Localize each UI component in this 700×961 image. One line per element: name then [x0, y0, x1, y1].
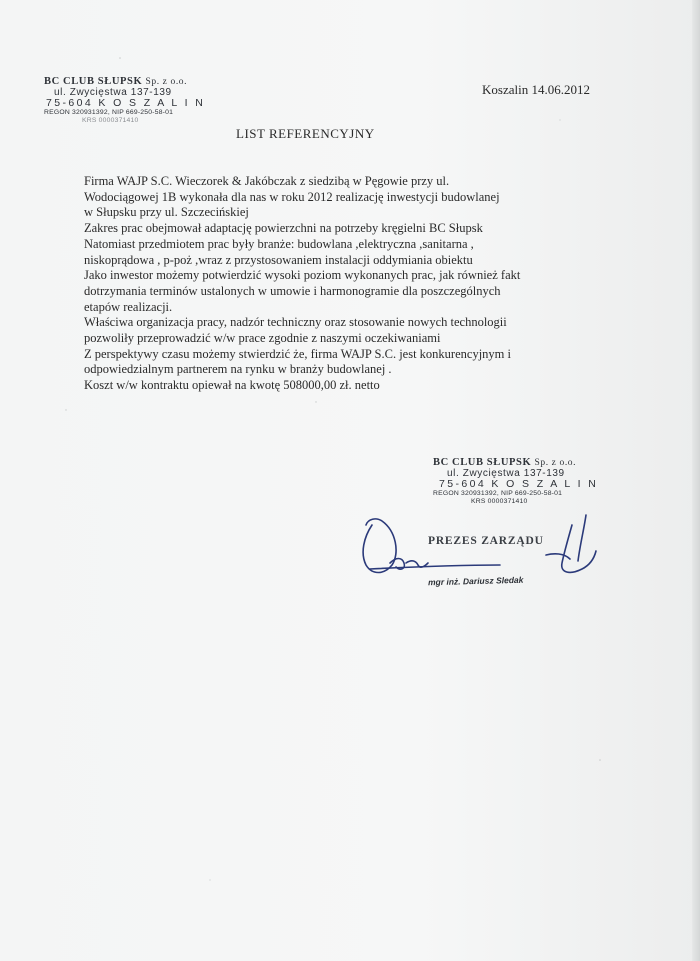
body-line: Właściwa organizacja pracy, nadzór techniczny oraz stosowanie nowych technologii: [84, 315, 507, 330]
body-line: Wodociągowej 1B wykonała dla nas w roku 2012 realizację inwestycji budowlanej: [84, 189, 500, 204]
body-line: etapów realizacji.: [84, 299, 173, 314]
body-line: Firma WAJP S.C. Wieczorek & Jakóbczak z siedzibą w Pęgowie przy ul.: [84, 174, 450, 188]
stamp-company-name: BC CLUB SŁUPSK: [433, 457, 532, 468]
body-line: Zakres prac obejmował adaptację powierzchni na potrzeby kręgielni BC Słupsk: [84, 221, 483, 236]
stamp-regon-nip: REGON 320931392, NIP 669-250-58-01: [433, 490, 563, 498]
stamp-city: 75-604 K O S Z A L I N: [46, 97, 206, 110]
signatory-name: mgr inż. Dariusz Sledak: [427, 574, 524, 588]
body-line: w Słupsku przy ul. Szczecińskiej: [84, 205, 249, 220]
stamp-city: 75-604 K O S Z A L I N: [439, 478, 599, 491]
place-and-date: Koszalin 14.06.2012: [482, 82, 590, 97]
body-line: Natomiast przedmiotem prac były branże: budowlana ,elektryczna ,sanitarna ,: [84, 236, 474, 251]
body-line: Z perspektywy czasu możemy stwierdzić że, firma WAJP S.C. jest konkurencyjnym i: [84, 346, 511, 361]
stamp-krs: KRS 0000371410: [82, 116, 139, 124]
handwritten-signature: [350, 505, 610, 590]
document-title: LIST REFERENCYJNY: [236, 126, 375, 141]
stamp-street: ul. Zwycięstwa 137-139: [447, 467, 565, 479]
stamp-company-suffix: Sp. z o.o.: [145, 77, 188, 87]
body-line: odpowiedzialnym partnerem na rynku w branży budowlanej .: [84, 362, 392, 377]
page-edge-shadow: [692, 0, 700, 961]
stamp-company-name: BC CLUB SŁUPSK: [44, 76, 143, 87]
body-line: Koszt w/w kontraktu opiewał na kwotę 508000,00 zł. netto: [84, 378, 380, 393]
body-line: Jako inwestor możemy potwierdzić wysoki poziom wykonanych prac, jak również fakt: [84, 268, 521, 283]
stamp-street: ul. Zwycięstwa 137-139: [54, 86, 172, 98]
company-stamp-signature: [433, 457, 598, 505]
stamp-company-suffix: Sp. z o.o.: [534, 458, 577, 468]
body-line: pozwoliły przeprowadzić w/w prace zgodnie z naszymi oczekiwaniami: [84, 331, 441, 346]
letter-body: [84, 174, 604, 394]
company-stamp-header: [44, 76, 205, 124]
stamp-krs: KRS 0000371410: [471, 497, 528, 505]
signatory-role: PREZES ZARZĄDU: [428, 535, 544, 547]
body-line: niskoprądowa , p-poż ,wraz z przystosowaniem instalacji oddymiania obiektu: [84, 252, 473, 267]
body-line: dotrzymania terminów ustalonych w umowie i harmonogramie dla poszczególnych: [84, 283, 501, 298]
stamp-regon-nip: REGON 320931392, NIP 669-250-58-01: [44, 109, 174, 117]
